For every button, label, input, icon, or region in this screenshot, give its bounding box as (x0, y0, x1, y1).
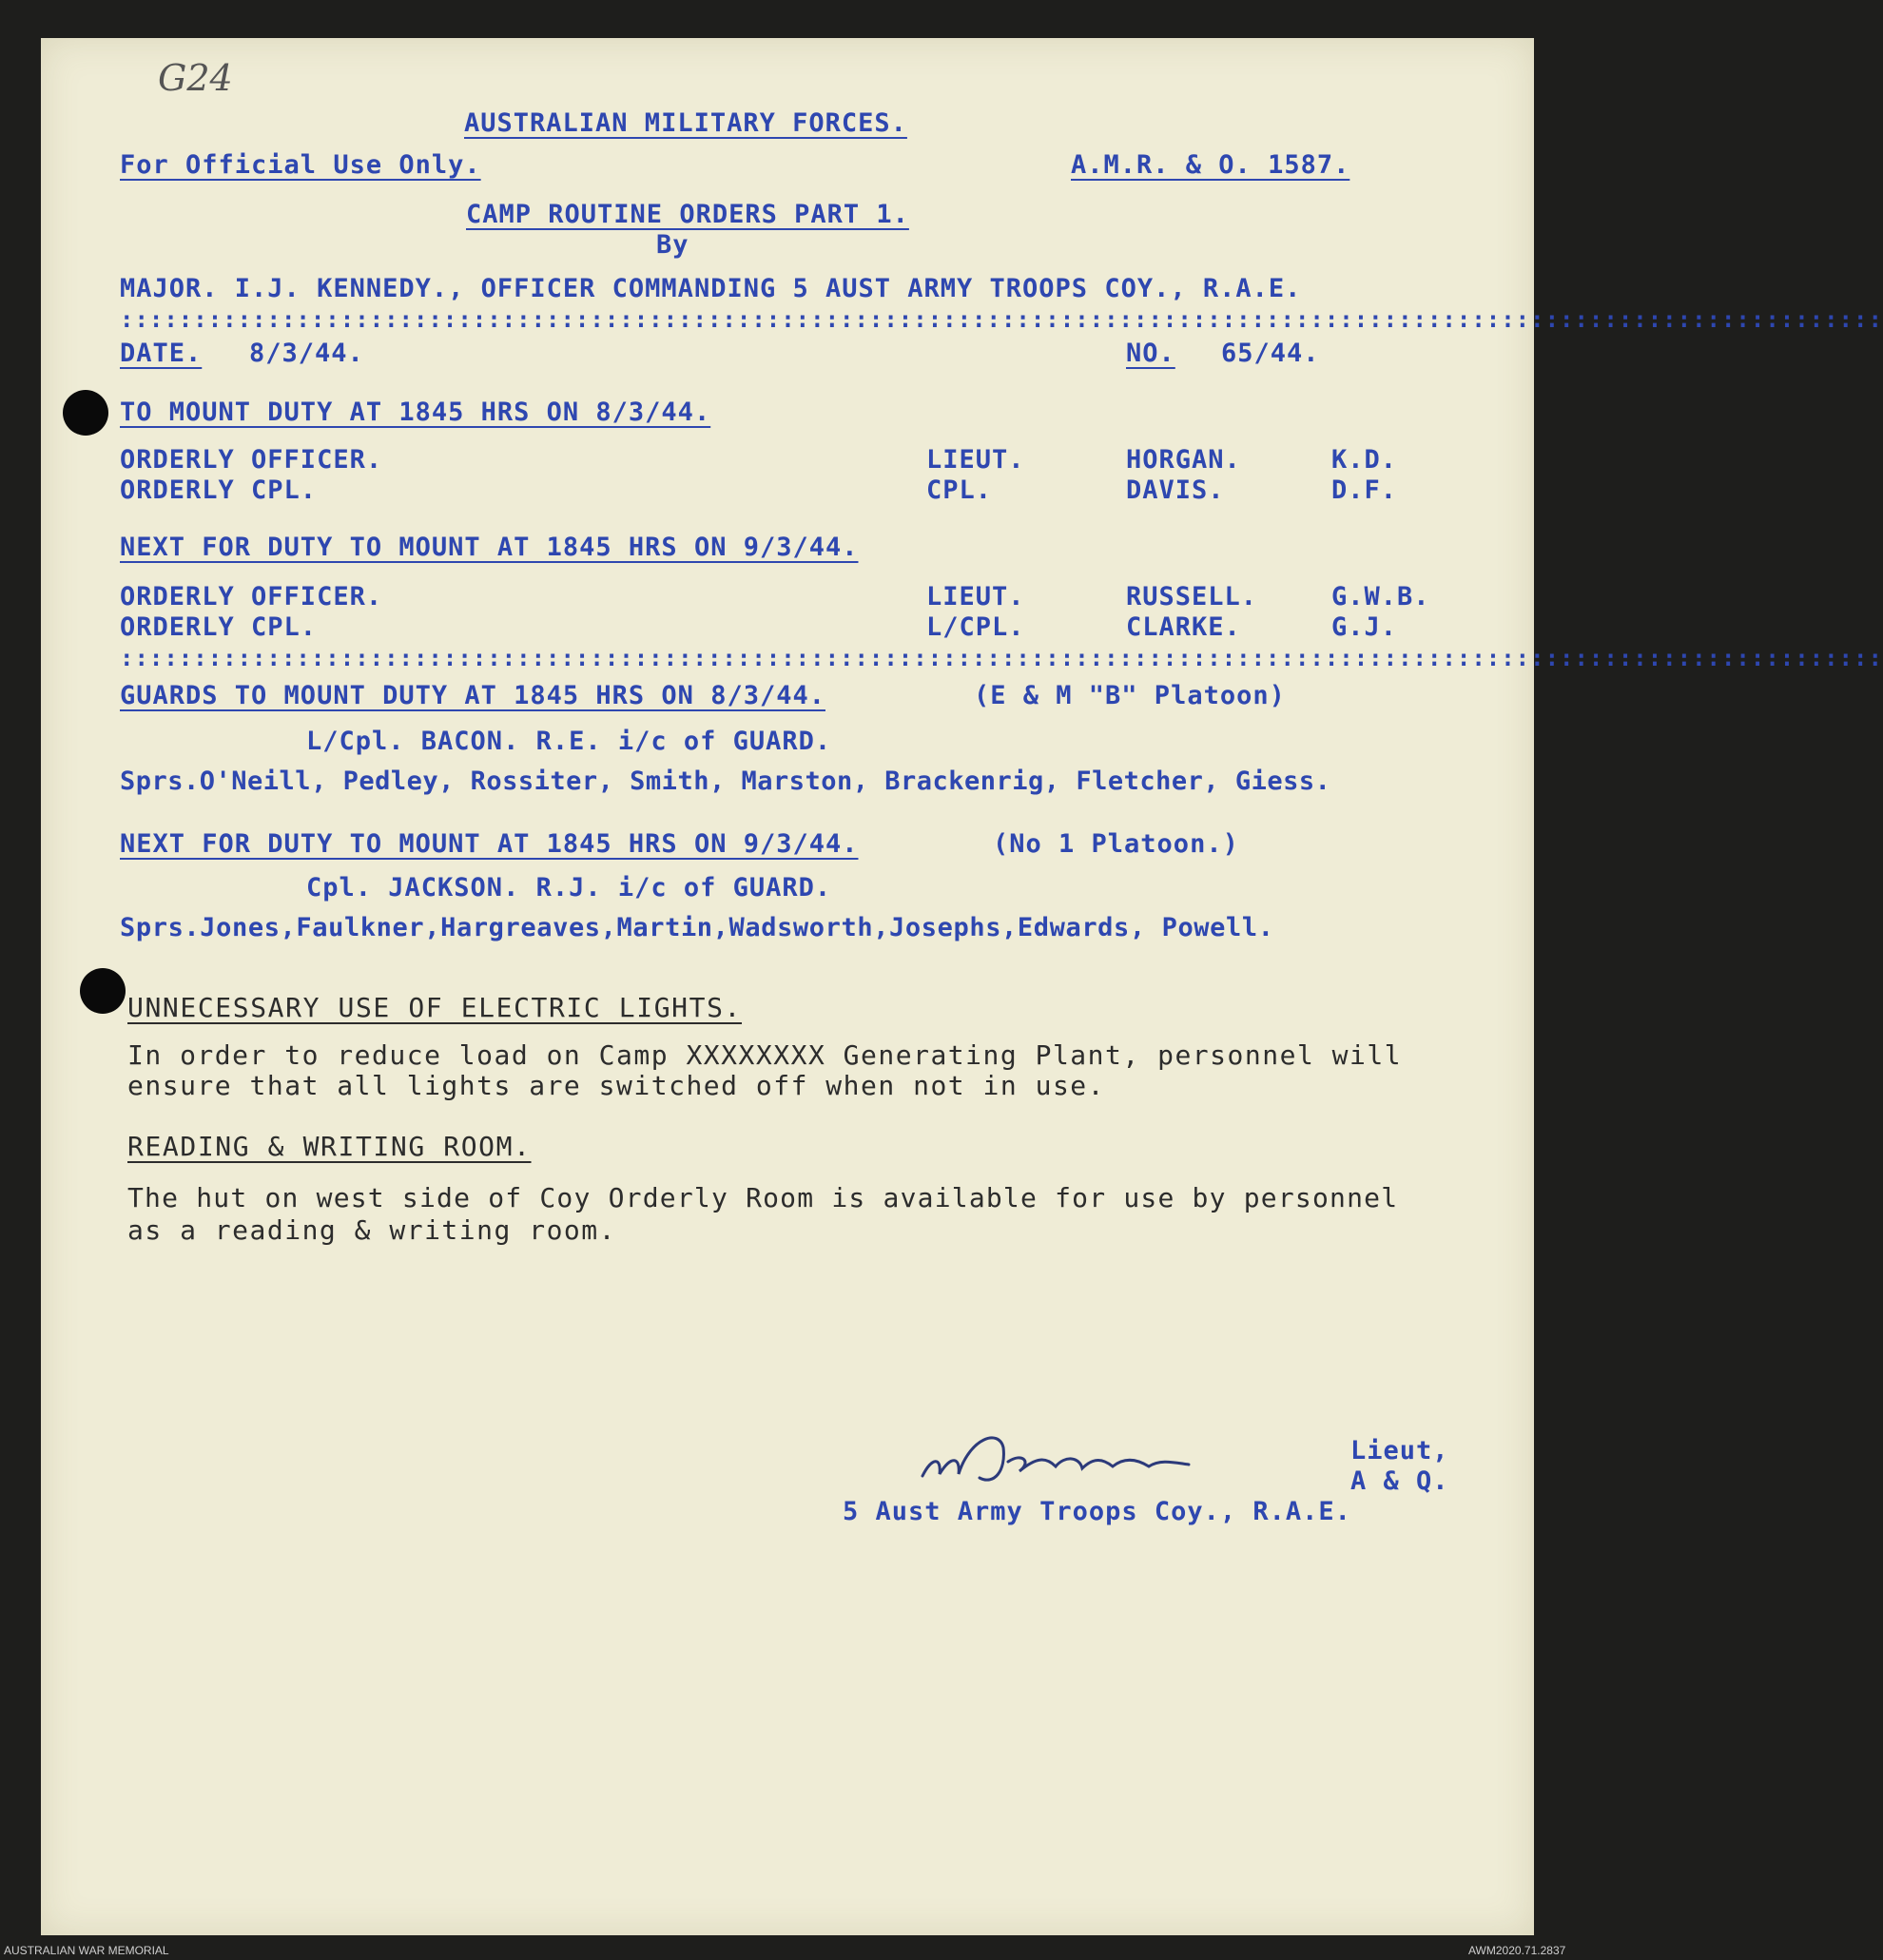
duty-role: ORDERLY CPL. (120, 612, 318, 642)
duty-next-heading: NEXT FOR DUTY TO MOUNT AT 1845 HRS ON 9/3/44. (120, 533, 859, 562)
official-use-label: For Official Use Only. (120, 150, 481, 180)
duty-initials: G.J. (1331, 612, 1398, 642)
duty-rank: LIEUT. (926, 582, 1025, 611)
dot-separator: :::::::::::::::::::::::::::::::::::::::::::::::::::::::::::::::::::::::::::::::::::::::::::::::::::::::::::::::::::::::: (120, 645, 1883, 671)
signatory-appointment: A & Q. (1350, 1466, 1449, 1496)
dot-separator: :::::::::::::::::::::::::::::::::::::::::::::::::::::::::::::::::::::::::::::::::::::::::::::::::::::::::::::::::::::::: (120, 306, 1883, 333)
lights-notice-line: In order to reduce load on Camp XXXXXXXX Generating Plant, personnel will (127, 1039, 1403, 1071)
footer-archive-name: AUSTRALIAN WAR MEMORIAL (4, 1944, 169, 1957)
duty-name: HORGAN. (1126, 445, 1241, 475)
lights-notice-heading: UNNECESSARY USE OF ELECTRIC LIGHTS. (127, 992, 743, 1023)
duty-name: CLARKE. (1126, 612, 1241, 642)
guards-today-platoon: (E & M "B" Platoon) (974, 681, 1286, 710)
guard-sappers-list: Sprs.O'Neill, Pedley, Rossiter, Smith, Marston, Brackenrig, Fletcher, Giess. (120, 767, 1331, 796)
handwritten-signature (913, 1419, 1217, 1495)
duty-rank: CPL. (926, 475, 993, 505)
footer-accession-number: AWM2020.71.2837 (1468, 1944, 1566, 1957)
duty-initials: K.D. (1331, 445, 1398, 475)
form-reference: A.M.R. & O. 1587. (1071, 150, 1350, 180)
guards-next-heading: NEXT FOR DUTY TO MOUNT AT 1845 HRS ON 9/3/44. (120, 829, 859, 859)
punch-hole (80, 968, 126, 1014)
duty-role: ORDERLY OFFICER. (120, 445, 383, 475)
lights-notice-line: ensure that all lights are switched off when not in use. (127, 1070, 1106, 1101)
number-value: 65/44. (1221, 339, 1320, 368)
signatory-rank: Lieut, (1350, 1436, 1449, 1465)
duty-role: ORDERLY OFFICER. (120, 582, 383, 611)
duty-today-heading: TO MOUNT DUTY AT 1845 HRS ON 8/3/44. (120, 398, 711, 427)
guards-next-platoon: (No 1 Platoon.) (993, 829, 1239, 859)
duty-initials: G.W.B. (1331, 582, 1430, 611)
by-label: By (656, 230, 689, 260)
guard-commander: L/Cpl. BACON. R.E. i/c of GUARD. (306, 727, 832, 756)
room-notice-line: The hut on west side of Coy Orderly Room is available for use by personnel (127, 1182, 1399, 1213)
duty-name: DAVIS. (1126, 475, 1225, 505)
duty-rank: LIEUT. (926, 445, 1025, 475)
guard-commander: Cpl. JACKSON. R.J. i/c of GUARD. (306, 873, 832, 902)
room-notice-line: as a reading & writing room. (127, 1214, 617, 1246)
signatory-unit: 5 Aust Army Troops Coy., R.A.E. (843, 1497, 1351, 1526)
pencil-mark: G24 (158, 57, 233, 99)
guards-today-heading: GUARDS TO MOUNT DUTY AT 1845 HRS ON 8/3/44. (120, 681, 825, 710)
date-value: 8/3/44. (249, 339, 364, 368)
duty-role: ORDERLY CPL. (120, 475, 318, 505)
duty-rank: L/CPL. (926, 612, 1025, 642)
punch-hole (63, 390, 108, 436)
guard-sappers-list: Sprs.Jones,Faulkner,Hargreaves,Martin,Wadsworth,Josephs,Edwards, Powell. (120, 913, 1274, 942)
commander-line: MAJOR. I.J. KENNEDY., OFFICER COMMANDING 5 AUST ARMY TROOPS COY., R.A.E. (120, 274, 1302, 303)
number-label: NO. (1126, 339, 1175, 368)
orders-title: CAMP ROUTINE ORDERS PART 1. (466, 200, 909, 229)
duty-name: RUSSELL. (1126, 582, 1258, 611)
document-title: AUSTRALIAN MILITARY FORCES. (464, 108, 907, 138)
room-notice-heading: READING & WRITING ROOM. (127, 1131, 532, 1162)
duty-initials: D.F. (1331, 475, 1398, 505)
date-label: DATE. (120, 339, 203, 368)
